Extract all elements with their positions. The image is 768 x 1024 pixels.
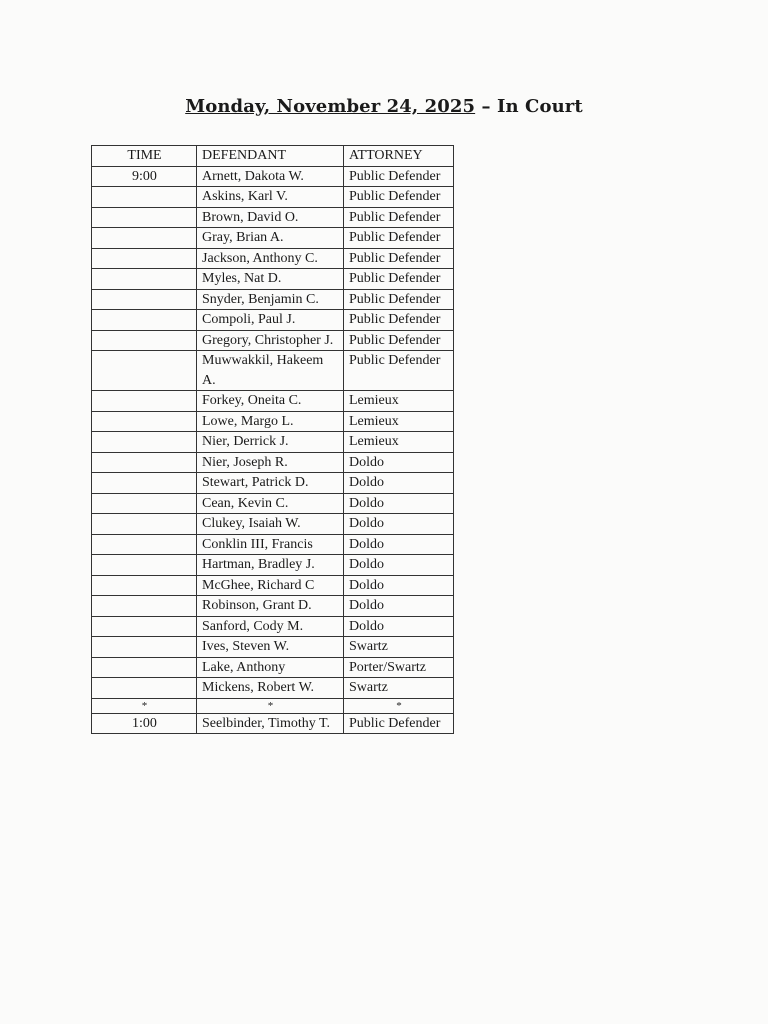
cell-defendant: Sanford, Cody M. [197,616,344,637]
cell-attorney: Doldo [344,616,454,637]
cell-attorney: Lemieux [344,391,454,412]
title-date: Monday, November 24, 2025 [185,96,476,117]
cell-attorney: Swartz [344,678,454,699]
cell-time [92,555,197,576]
cell-time [92,289,197,310]
cell-attorney: Doldo [344,534,454,555]
cell-defendant: Cean, Kevin C. [197,493,344,514]
cell-attorney: Doldo [344,473,454,494]
table-row [92,713,454,734]
table-row [92,596,454,617]
header-row [92,146,454,167]
cell-time [92,432,197,453]
cell-defendant: Lowe, Margo L. [197,411,344,432]
cell-time [92,187,197,208]
cell-time [92,452,197,473]
cell-attorney: Lemieux [344,432,454,453]
cell-attorney: Doldo [344,596,454,617]
cell-attorney: Doldo [344,514,454,535]
cell-attorney: Doldo [344,452,454,473]
cell-defendant: Nier, Derrick J. [197,432,344,453]
table-row [92,575,454,596]
table-row [92,310,454,331]
cell-time [92,228,197,249]
cell-defendant: McGhee, Richard C [197,575,344,596]
cell-attorney: * [344,698,454,713]
table-row [92,678,454,699]
cell-time [92,514,197,535]
cell-defendant: Arnett, Dakota W. [197,166,344,187]
cell-attorney: Porter/Swartz [344,657,454,678]
cell-time [92,411,197,432]
cell-time [92,391,197,412]
cell-defendant: Robinson, Grant D. [197,596,344,617]
cell-defendant: Myles, Nat D. [197,269,344,290]
table-row [92,289,454,310]
cell-attorney: Public Defender [344,187,454,208]
cell-defendant: Brown, David O. [197,207,344,228]
cell-time: * [92,698,197,713]
cell-defendant: Gregory, Christopher J. [197,330,344,351]
table-row [92,432,454,453]
title-suffix: – In Court [475,96,583,117]
cell-time [92,207,197,228]
header-attorney: ATTORNEY [344,146,454,167]
cell-time: 1:00 [92,713,197,734]
cell-time [92,351,197,391]
page-title [0,96,768,117]
cell-attorney: Public Defender [344,166,454,187]
cell-defendant: Mickens, Robert W. [197,678,344,699]
table-row [92,637,454,658]
table-row [92,207,454,228]
cell-attorney: Public Defender [344,330,454,351]
table-row [92,187,454,208]
table-row [92,351,454,391]
cell-attorney: Public Defender [344,248,454,269]
cell-time: 9:00 [92,166,197,187]
header-defendant: DEFENDANT [197,146,344,167]
cell-defendant: Stewart, Patrick D. [197,473,344,494]
table-row [92,248,454,269]
table-row [92,411,454,432]
table-row [92,493,454,514]
cell-attorney: Public Defender [344,289,454,310]
cell-time [92,269,197,290]
table-row [92,657,454,678]
cell-defendant: Forkey, Oneita C. [197,391,344,412]
cell-time [92,637,197,658]
cell-attorney: Public Defender [344,207,454,228]
cell-defendant: Gray, Brian A. [197,228,344,249]
table-row [92,616,454,637]
cell-attorney: Lemieux [344,411,454,432]
cell-defendant: Ives, Steven W. [197,637,344,658]
header-time: TIME [92,146,197,167]
cell-defendant: Seelbinder, Timothy T. [197,713,344,734]
cell-defendant: Conklin III, Francis [197,534,344,555]
cell-time [92,330,197,351]
cell-time [92,616,197,637]
table-row [92,330,454,351]
cell-attorney: Public Defender [344,228,454,249]
cell-attorney: Public Defender [344,351,454,391]
cell-attorney: Public Defender [344,269,454,290]
cell-time [92,248,197,269]
cell-defendant: * [197,698,344,713]
cell-defendant: Askins, Karl V. [197,187,344,208]
table-row [92,166,454,187]
cell-attorney: Swartz [344,637,454,658]
table-row [92,473,454,494]
cell-defendant: Lake, Anthony [197,657,344,678]
table-body [92,166,454,734]
cell-time [92,678,197,699]
cell-attorney: Public Defender [344,713,454,734]
cell-time [92,575,197,596]
cell-attorney: Doldo [344,575,454,596]
cell-defendant: Compoli, Paul J. [197,310,344,331]
cell-defendant: Clukey, Isaiah W. [197,514,344,535]
docket-table [91,145,454,734]
cell-time [92,473,197,494]
cell-attorney: Doldo [344,555,454,576]
table-row [92,269,454,290]
cell-time [92,310,197,331]
cell-time [92,534,197,555]
cell-attorney: Public Defender [344,310,454,331]
table-row [92,452,454,473]
table-row [92,514,454,535]
cell-attorney: Doldo [344,493,454,514]
cell-time [92,596,197,617]
cell-defendant: Jackson, Anthony C. [197,248,344,269]
cell-time [92,657,197,678]
cell-defendant: Snyder, Benjamin C. [197,289,344,310]
table-row [92,534,454,555]
cell-defendant: Muwwakkil, Hakeem A. [197,351,344,391]
table-row [92,391,454,412]
cell-defendant: Hartman, Bradley J. [197,555,344,576]
cell-time [92,493,197,514]
table-row [92,228,454,249]
cell-defendant: Nier, Joseph R. [197,452,344,473]
table-row [92,698,454,713]
table-row [92,555,454,576]
